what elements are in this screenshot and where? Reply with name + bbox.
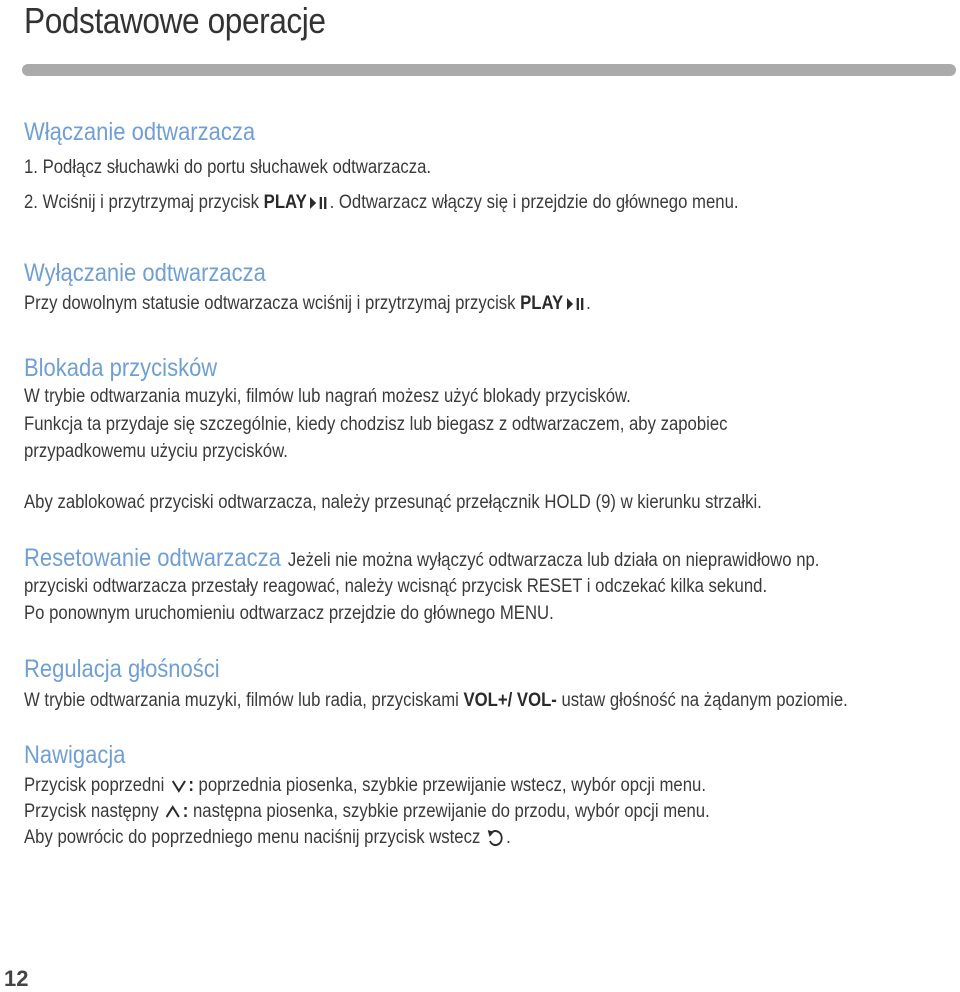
key-lock-line-3: przypadkowemu użyciu przycisków. (24, 441, 288, 462)
navigation-prev-pre: Przycisk poprzedni (24, 775, 169, 796)
reset-line-2: przyciski odtwarzacza przestały reagować, należy wcisnąć przycisk RESET i odczekać kilka sekund. (24, 576, 768, 597)
power-on-step-2-post: . Odtwarzacz włączy się i przejdzie do głównego menu. (329, 192, 739, 213)
back-icon (485, 828, 506, 848)
key-lock-line-2: Funkcja ta przydaje się szczególnie, kiedy chodzisz lub biegasz z odtwarzaczem, aby zapobiec (24, 414, 728, 435)
section-heading-power-on: Włączanie odtwarzacza (24, 118, 256, 146)
navigation-next-line (24, 800, 710, 824)
key-lock-line-4: Aby zablokować przyciski odtwarzacza, należy przesunąć przełącznik HOLD (9) w kierunku strzałki. (24, 492, 762, 513)
chevron-up-icon (163, 804, 182, 820)
section-heading-navigation: Nawigacja (24, 741, 126, 769)
page-title: Podstawowe operacje (24, 0, 326, 41)
navigation-back-post: . (506, 827, 511, 848)
chevron-down-icon (169, 778, 188, 794)
power-off-text-post: . (586, 293, 591, 314)
page-number: 12 (4, 966, 29, 991)
section-heading-power-off: Wyłączanie odtwarzacza (24, 259, 266, 287)
navigation-next-colon: : (182, 801, 189, 822)
play-key-label: PLAY (263, 192, 307, 213)
volume-key-label: VOL+/ VOL- (463, 690, 557, 711)
title-divider (22, 64, 956, 76)
section-heading-volume: Regulacja głośności (24, 655, 220, 683)
reset-line-3: Po ponownym uruchomieniu odtwarzacz przejdzie do głównego MENU. (24, 603, 554, 624)
section-heading-reset: Resetowanie odtwarzacza (24, 544, 281, 572)
section-heading-key-lock: Blokada przycisków (24, 354, 218, 382)
volume-text-post: ustaw głośność na żądanym poziomie. (556, 690, 848, 711)
reset-line-1 (24, 543, 819, 576)
volume-text (24, 689, 848, 713)
navigation-back-pre: Aby powrócic do poprzedniego menu naciśnij przycisk wstecz (24, 827, 485, 848)
navigation-next-pre: Przycisk następny (24, 801, 164, 822)
power-on-step-2 (24, 191, 739, 215)
navigation-prev-post: poprzednia piosenka, szybkie przewijanie wstecz, wybór opcji menu. (193, 775, 706, 796)
reset-line-1-text: Jeżeli nie można wyłączyć odtwarzacza lub działa on nieprawidłowo np. (287, 550, 820, 571)
play-pause-icon (307, 194, 330, 212)
navigation-next-post: następna piosenka, szybkie przewijanie do przodu, wybór opcji menu. (188, 801, 710, 822)
navigation-prev-colon: : (188, 775, 194, 796)
power-off-text-pre: Przy dowolnym statusie odtwarzacza wciśnij i przytrzymaj przycisk (24, 293, 521, 314)
play-key-label: PLAY (520, 293, 564, 314)
navigation-prev-line (24, 774, 706, 798)
power-on-step-1: 1. Podłącz słuchawki do portu słuchawek odtwarzacza. (24, 157, 432, 178)
key-lock-line-1: W trybie odtwarzania muzyki, filmów lub nagrań możesz użyć blokady przycisków. (24, 386, 631, 407)
play-pause-icon (563, 295, 586, 313)
navigation-back-line (24, 826, 511, 850)
volume-text-pre: W trybie odtwarzania muzyki, filmów lub radia, przyciskami (24, 690, 464, 711)
power-off-text (24, 292, 591, 316)
power-on-step-2-pre: 2. Wciśnij i przytrzymaj przycisk (24, 192, 264, 213)
